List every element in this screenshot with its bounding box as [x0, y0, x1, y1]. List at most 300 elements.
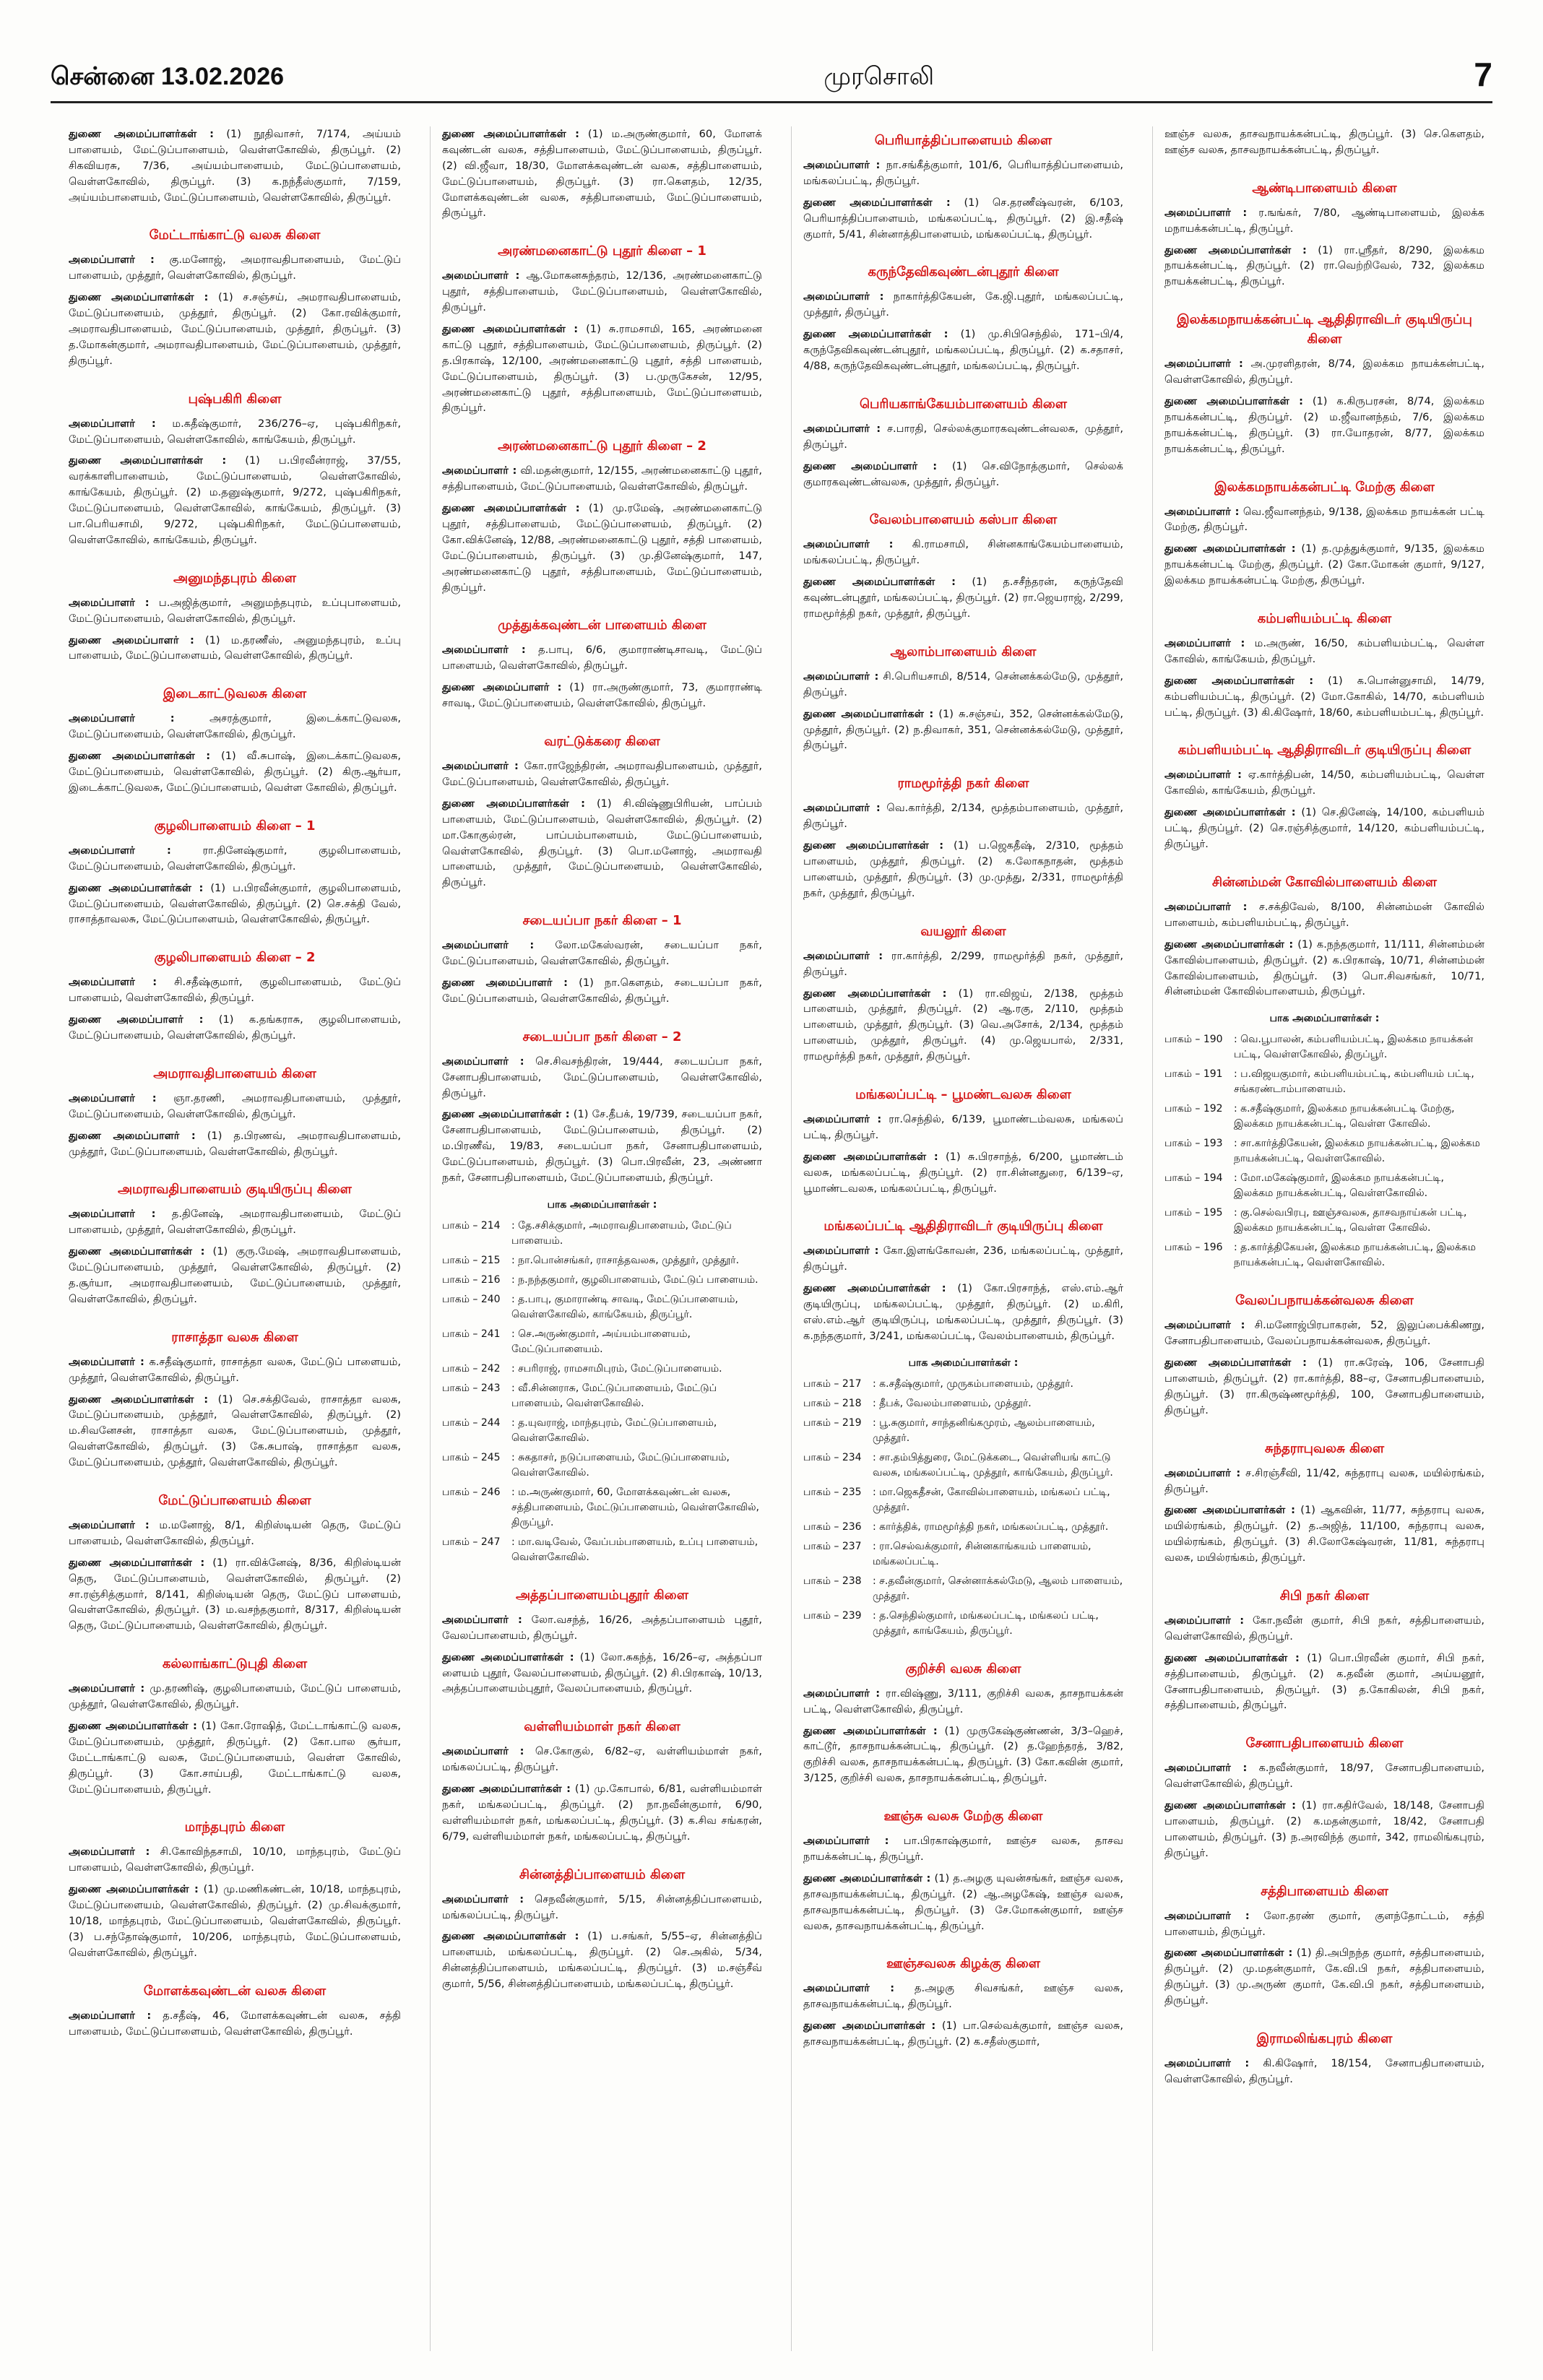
member-details: (1) ப.ஜெகதீஷ், 2/310, மூத்தம் பாளையம், முத்தூர், திருப்பூர். (2) க.லோகநாதன், மூத்தம் பாளையம், முத்தூர், திருப்பூர். (3) மு.முத்து, 2/331, ராமமூர்த்தி நகர், முத்தூர், திருப்பூர். — [803, 839, 1123, 899]
member-details: (1) லோ.சுகந்த், 16/26–ஏ, அத்தப்பா ளையம் புதூர், வேலப்பாளையம், திருப்பூர். (2) சி.பிரகாஷ், 10/13, அத்தப்பாளையம்புதூர், வேலப்பாளையம், திருப்பூர். — [442, 1650, 762, 1695]
booth-row — [1164, 1032, 1484, 1063]
member-entry — [1164, 1760, 1484, 1792]
member-entry — [1164, 504, 1484, 536]
branch-heading: அனுமந்தபுரம் கிளை — [173, 570, 297, 586]
booth-number: பாகம் – 190 — [1164, 1034, 1223, 1046]
member-details: கோ.நவீன் குமார், சிபி நகர், சத்திபாளையம், வெள்ளகோவில், திருப்பூர். — [1164, 1614, 1484, 1643]
member-entry — [1164, 205, 1484, 237]
booth-row — [803, 1539, 1123, 1570]
member-details: (1) மு.ரமேஷ், அரண்மனைகாட்டு புதூர், சத்திபாளையம், மேட்டுப்பாளையம், திருப்பூர். (2) கோ.விக்னேஷ், 12/88, அரண்மனைகாட்டு புதூர், சத்தி பாளையம், மேட்டுப்பாளையம், திருப்பூர். (3) மு.தினேஷ்குமார், 147, அரண்மனைகாட்டு புதூர், சத்திபாளையம், மேட்டுப்பாளையம், திருப்பூர். — [442, 502, 762, 594]
member-role: துணை அமைப்பாளர்கள் : — [69, 1556, 205, 1569]
member-role: துணை அமைப்பாளர்கள் : — [442, 1783, 571, 1796]
branch-heading: குறிச்சி வலசு கிளை — [905, 1661, 1021, 1676]
booth-details: : க.சதீஷ்குமார், இலக்கம நாயக்கன்பட்டி மேற்கு, இலக்கம நாயக்கன்பட்டி, வெள்ள கோவில். — [1234, 1103, 1455, 1130]
member-entry — [803, 1981, 1123, 2012]
column-2 — [430, 126, 762, 2351]
member-role: அமைப்பாளர் : — [1164, 2057, 1250, 2069]
booth-number: பாகம் – 241 — [442, 1328, 501, 1340]
booth-details: : ப.விஜயகுமார், கம்பளியம்பட்டி, கம்பளியம் பட்டி, சங்கரண்டாம்பாளையம். — [1234, 1068, 1474, 1096]
member-entry — [1164, 673, 1484, 721]
member-details: (1) முருகேஷ்குண்ணன், 3/3–ஹெச், காட்டூர், தாசநாயக்கன்பட்டி, திருப்பூர். (2) த.ஹேந்தரத், 3/82, குறிச்சி வலசு, தாசநாயக்கன்பட்டி, திருப்பூர். (3) கோ.கவின் குமார், 3/125, குறிச்சி வலசு, தாசநாயக்கன்பட்டி, திருப்பூர். — [803, 1724, 1123, 1785]
member-details: ம.கதீஷ்குமார், 236/276–ஏ, புஷ்பகிரிநகர், மேட்டுப்பாளையம், வெள்ளகோவில், காங்கேயம், திருப்பூர். — [69, 417, 401, 446]
member-role: அமைப்பாளர் : — [1164, 900, 1248, 913]
member-entry — [442, 796, 762, 891]
member-entry — [1164, 767, 1484, 799]
booth-row — [1164, 1171, 1484, 1201]
branch-heading: அமராவதிபாளையம் குடியிருப்பு கிளை — [118, 1182, 352, 1198]
member-role: அமைப்பாளர் : — [1164, 1466, 1241, 1479]
member-entry — [1164, 1945, 1484, 2009]
booth-number: பாகம் – 191 — [1164, 1068, 1223, 1081]
member-role: துணை அமைப்பாளர் : — [69, 633, 194, 646]
branch-heading: ஆலாம்பாளையம் கிளை — [890, 644, 1037, 659]
member-role: அமைப்பாளர் : — [69, 2009, 152, 2022]
booth-details: : சா.கார்த்திகேயன், இலக்கம நாயக்கன்பட்டி, இலக்கம நாயக்கன்பட்டி, வெள்ளகோவில். — [1234, 1138, 1480, 1165]
member-details: ரா.தினேஷ்குமார், குழலிபாளையம், மேட்டுப்பாளையம், வெள்ளகோவில், திருப்பூர். — [69, 844, 401, 873]
member-entry — [442, 642, 762, 674]
booth-number: பாகம் – 237 — [803, 1540, 862, 1552]
member-role: துணை அமைப்பாளர்கள் : — [1164, 938, 1294, 951]
booth-number: பாகம் – 214 — [442, 1219, 501, 1232]
member-entry — [803, 1686, 1123, 1718]
member-entry — [1164, 126, 1484, 158]
booth-row — [442, 1327, 762, 1357]
member-entry — [442, 1054, 762, 1102]
member-details: (1) தி.அபிநந்த குமார், சத்திபாளையம், திருப்பூர். (2) மு.மதன்குமார், கே.வி.பி நகர், சத்திபாளையம், திருப்பூர். (3) மு.அருண் குமார், கே.வி.பி நகர், சத்திபாளையம், திருப்பூர். — [1164, 1947, 1484, 2007]
member-role: துணை அமைப்பாளர் : — [69, 1013, 204, 1026]
member-details: (1) ஆகவின், 11/77, சுந்தராபு வலசு, மயில்ரங்கம், திருப்பூர். (2) த.அஜித், 11/100, சுந்தராபு வலசு, மயில்ரங்கம், திருப்பூர். (3) சி.லோகேஷ்வரன், 11/81, சுந்தராபு வலசு, மயில்ரங்கம், திருப்பூர். — [1164, 1504, 1484, 1565]
booth-number: பாகம் – 196 — [1164, 1242, 1223, 1254]
booth-number: பாகம் – 247 — [442, 1536, 501, 1548]
booth-row — [1164, 1102, 1484, 1132]
booth-details: : சபரிராஜ், ராமசாமிபுரம், மேட்டுப்பாளையம். — [511, 1362, 722, 1375]
member-details: (1) த.சசீந்தரன், கருந்தேவி கவுண்டன்புதூர், மங்கலப்பட்டி, திருப்பூர். (2) ரா.ஜெயராஜ், 2/299, ராமமூர்த்தி நகர், முத்தூர், திருப்பூர். — [803, 576, 1123, 620]
booth-number: பாகம் – 243 — [442, 1382, 501, 1394]
member-details: நாகார்த்திகேயன், கே.ஜி.புதூர், மங்கலப்பட்டி, முத்தூர், திருப்பூர். — [803, 290, 1123, 319]
branch-heading: வேலப்பநாயக்கன்வலசு கிளை — [1235, 1293, 1414, 1309]
booth-details: : கு.செல்வபிரபு, ஊஞ்சவலசு, தாசவநாய்கன் பட்டி, இலக்கம நாயக்கன்பட்டி, வெள்ள கோவில். — [1234, 1207, 1467, 1234]
member-details: (1) வீ.சுபாஷ், இடைக்காட்டுவலசு, மேட்டுப்பாளையம், வெள்ளகோவில், திருப்பூர். (2) கிரு.ஆர்யா, இடைக்காட்டுவலசு, மேட்டுப்பாளையம், வெள்ள கோவில், திருப்பூர். — [69, 750, 401, 794]
booth-details: : வீ.சின்னராசு, மேட்டுப்பாளையம், மேட்டுப் பாளையம், வெள்ளகோவில். — [511, 1382, 717, 1409]
member-details: த.பாபு, 6/6, குமாராண்டிசாவடி, மேட்டுப் பாளையம், வெள்ளகோவில், திருப்பூர். — [442, 644, 762, 672]
booth-details: : ந.நந்தகுமார், குழலிபாளையம், மேட்டுப் பாளையம். — [511, 1273, 758, 1286]
member-entry — [803, 537, 1123, 568]
member-details: (1) பொ.பிரவீன் குமார், சிபி நகர், சத்திபாளையம், திருப்பூர். (2) க.தவீன் குமார், அய்யனூர், சேனாபதிபாளையம், திருப்பூர். (3) த.கோகிலன், சிபி நகர், சத்திபாளையம், திருப்பூர். — [1164, 1651, 1484, 1712]
booth-details: : மோ.மகேஷ்குமார், இலக்கம நாயக்கன்பட்டி, இலக்கம நாயக்கன்பட்டி, வெள்ளகோவில். — [1234, 1172, 1444, 1200]
member-role: அமைப்பாளர் : — [803, 670, 879, 683]
member-role: அமைப்பாளர் : — [803, 538, 894, 551]
member-entry — [69, 1718, 401, 1797]
booth-details: : மா.ஜெகதீசன், கோவில்பாளையம், மங்கலப் பட்டி, முத்தூர். — [873, 1486, 1110, 1513]
branch-heading: கருந்தேவிகவுண்டன்புதூர் கிளை — [868, 264, 1059, 280]
member-entry — [69, 252, 401, 284]
booth-row — [803, 1450, 1123, 1481]
member-role: அமைப்பாளர் : — [442, 1055, 524, 1068]
member-details: ச.சிரஞ்சீவி, 11/42, சுந்தராபு வலசு, மயில்ரங்கம், திருப்பூர். — [1164, 1466, 1484, 1495]
booth-details: : நா.பொன்சங்கர், ராசாத்தவலசு, முத்தூர், முத்தூர். — [511, 1254, 740, 1266]
member-entry — [69, 1354, 401, 1386]
member-entry — [69, 1012, 401, 1044]
member-role: துணை அமைப்பாளர்கள் : — [442, 502, 580, 515]
member-role: அமைப்பாளர் : — [1164, 637, 1245, 650]
member-entry — [1164, 394, 1484, 457]
member-role: அமைப்பாளர் : — [69, 596, 150, 609]
booth-number: பாகம் – 244 — [442, 1416, 501, 1429]
member-entry — [1164, 1466, 1484, 1497]
member-entry — [803, 421, 1123, 453]
booth-number: பாகம் – 245 — [442, 1451, 501, 1463]
branch-heading: சடையப்பா நகர் கிளை – 1 — [522, 913, 682, 929]
member-entry — [1164, 356, 1484, 388]
member-role: அமைப்பாளர் : — [69, 1355, 144, 1368]
member-details: ப.அஜித்குமார், அனுமந்தபுரம், உப்புபாளையம், மேட்டுப்பாளையம், வெள்ளகோவில், திருப்பூர். — [69, 596, 401, 625]
member-details: த.அழகு சிவசங்கர், ஊஞ்ச வலசு, தாசவநாயக்கன்பட்டி, திருப்பூர். — [803, 1982, 1123, 2011]
member-role: துணை அமைப்பாளர்கள் : — [1164, 395, 1303, 408]
member-role: அமைப்பாளர் : — [803, 1982, 895, 1995]
member-role: துணை அமைப்பாளர்கள் : — [803, 1150, 938, 1163]
member-role: துணை அமைப்பாளர்கள் : — [69, 1393, 209, 1406]
member-entry — [69, 2008, 401, 2040]
member-role: அமைப்பாளர் : — [803, 1835, 889, 1848]
member-details: அ.முரளிதரன், 8/74, இலக்கம நாயக்கன்பட்டி, வெள்ளகோவில், திருப்பூர். — [1164, 358, 1484, 386]
member-details: ம.மனோஜ், 8/1, கிறிஸ்டியன் தெரு, மேட்டுப் பாளையம், வெள்ளகோவில், திருப்பூர். — [69, 1518, 401, 1547]
branch-heading: இராமலிங்கபுரம் கிளை — [1256, 2031, 1393, 2046]
branch-heading: பெரியாத்திப்பாளையம் கிளை — [874, 133, 1053, 148]
booth-details: : ம.அருண்குமார், 60, மோளக்கவுண்டன் வலசு, சத்திபாளையம், மேட்டுப்பாளையம், வெள்ளகோவில், திருப்பூர். — [511, 1486, 759, 1528]
member-entry — [1164, 1908, 1484, 1940]
member-details: வெ.கார்த்தி, 2/134, மூத்தம்பாளையம், முத்தூர், திருப்பூர். — [803, 802, 1123, 831]
member-entry — [69, 453, 401, 548]
booth-details: : த.யுவராஜ், மாந்தபுரம், மேட்டுப்பாளையம், வெள்ளகோவில். — [511, 1416, 717, 1444]
branch-heading: ஊஞ்சு வலசு மேற்கு கிளை — [883, 1809, 1043, 1825]
booth-details: : ரா.செல்வக்குமார், சின்னகாங்கயம் பாளையம், மங்கலப்பட்டி. — [873, 1540, 1092, 1567]
branch-heading: ராசாத்தா வலசு கிளை — [171, 1329, 298, 1345]
member-entry — [69, 711, 401, 743]
member-entry — [1164, 541, 1484, 589]
booth-details: : த.கார்த்திகேயன், இலக்கம நாயக்கன்பட்டி, இலக்கம நாயக்கன்பட்டி, வெள்ளகோவில். — [1234, 1242, 1476, 1269]
branch-heading: அரண்மனைகாட்டு புதூர் கிளை – 2 — [498, 438, 706, 454]
member-entry — [442, 463, 762, 495]
booth-number: பாகம் – 194 — [1164, 1172, 1223, 1185]
member-details: (1) சு.சஞ்சய், 352, சென்னக்கல்மேடு, முத்தூர், திருப்பூர். (2) ந.திவாகர், 351, சென்னக்கல்மேடு, முத்தூர், திருப்பூர். — [803, 707, 1123, 752]
member-entry — [69, 974, 401, 1006]
member-role: துணை அமைப்பாளர்கள் : — [803, 1724, 938, 1737]
booth-row — [442, 1219, 762, 1249]
member-details: (1) க.கிருபரசன், 8/74, இலக்கம நாயக்கன்பட்டி, திருப்பூர். (2) ம.ஜீவானந்தம், 7/6, இலக்கம நாயக்கன்பட்டி, திருப்பூர். (3) ரா.யோதரன், 8/77, இலக்கம நாயக்கன்பட்டி, திருப்பூர். — [1164, 395, 1484, 455]
branch-heading: மேட்டாங்காட்டு வலசு கிளை — [149, 228, 321, 243]
branch-heading: மாந்தபுரம் கிளை — [184, 1819, 285, 1835]
branch-heading: கல்லாங்காட்டுபுதி கிளை — [162, 1656, 308, 1672]
member-role: துணை அமைப்பாளர்கள் : — [1164, 1651, 1300, 1664]
booth-row — [442, 1381, 762, 1411]
member-role: அமைப்பாளர் : — [1164, 1319, 1245, 1332]
member-entry — [1164, 805, 1484, 852]
member-entry — [69, 880, 401, 928]
member-details: ச.பாரதி, செல்லக்குமாரகவுண்டன்வலசு, முத்தூர், திருப்பூர். — [803, 422, 1123, 451]
member-role: துணை அமைப்பாளர்கள் : — [803, 839, 944, 852]
member-role: அமைப்பாளர் : — [442, 464, 517, 477]
member-details: த.சதீஷ், 46, மோளக்கவுண்டன் வலசு, சத்தி பாளையம், மேட்டுப்பாளையம், வெள்ளகோவில், திருப்பூர். — [69, 2009, 401, 2038]
booth-number: பாகம் – 215 — [442, 1254, 501, 1266]
member-details: வி.மதன்குமார், 12/155, அரண்மனைகாட்டு புதூர், சத்திபாளையம், மேட்டுப்பாளையம், வெள்ளகோவில், திருப்பூர். — [442, 464, 762, 493]
column-4 — [1152, 126, 1484, 2351]
member-role: அமைப்பாளர் : — [803, 290, 884, 303]
branch-heading: வேலம்பாளையம் கஸ்பா கிளை — [869, 512, 1058, 528]
member-role: துணை அமைப்பாளர்கள் : — [69, 128, 214, 140]
member-entry — [1164, 1798, 1484, 1861]
issue-date: சென்னை 13.02.2026 — [51, 63, 285, 90]
member-entry — [442, 1744, 762, 1775]
member-details: நா.சங்கீத்குமார், 101/6, பெரியாத்திப்பாளையம், மங்கலப்பட்டி, திருப்பூர். — [803, 159, 1123, 187]
branch-heading: சிபி நகர் கிளை — [1279, 1588, 1370, 1604]
member-role: துணை அமைப்பாளர்கள் : — [69, 291, 209, 304]
member-entry — [69, 416, 401, 448]
booth-details: : கார்த்திக், ராமமூர்த்தி நகர், மங்கலப்பட்டி, முத்தூர். — [873, 1520, 1109, 1533]
member-role: அமைப்பாளர் : — [803, 159, 881, 171]
member-entry — [803, 326, 1123, 374]
branch-heading: கம்பளியம்பட்டி ஆதிதிராவிடர் குடியிருப்பு கிளை — [1177, 743, 1471, 758]
branch-heading: அரண்மனைகாட்டு புதூர் கிளை – 1 — [498, 243, 706, 259]
member-entry — [442, 758, 762, 790]
member-entry — [803, 800, 1123, 832]
member-details: (1) க.தங்கராசு, குழலிபாளையம், மேட்டுப்பாளையம், வெள்ளகோவில், திருப்பூர். — [69, 1013, 401, 1042]
member-role: துணை அமைப்பாளர்கள் : — [803, 196, 951, 209]
branch-heading: சேனாபதிபாளையம் கிளை — [1245, 1736, 1404, 1752]
member-details: லோ.வசந்த், 16/26, அத்தப்பாளையம் புதூர், வேலப்பாளையம், திருப்பூர். — [442, 1613, 762, 1642]
member-details: பா.பிரகாஷ்குமார், ஊஞ்ச வலசு, தாசவ நாயக்கன்பட்டி, திருப்பூர். — [803, 1835, 1123, 1863]
member-role: அமைப்பாளர் : — [1164, 1614, 1245, 1627]
member-details: (1) கோ.பிரசாந்த், எஸ்.எம்.ஆர் குடியிருப்பு, மங்கலப்பட்டி, முத்தூர், திருப்பூர். (2) ம.கிரி, எஸ்.எம்.ஆர் குடியிருப்பு, மங்கலப்பட்டி, முத்தூர், திருப்பூர். (3) க.நந்தகுமார், 3/241, மங்கலப்பட்டி, வேலம்பாளையம், திருப்பூர். — [803, 1282, 1123, 1342]
member-role: துணை அமைப்பாளர்கள் : — [1164, 1504, 1295, 1517]
member-details: (1) செ.சக்திவேல், ராசாத்தா வலசு, மேட்டுப்பாளையம், முத்தூர், வெள்ளகோவில், திருப்பூர். (2) ம.சிவனேசன், ராசாத்தா வலசு, மேட்டுப்பாளையம், முத்தூர், வெள்ளகோவில், திருப்பூர். (3) கே.சுபாஷ், ராசாத்தா வலசு, மேட்டுப்பாளையம், முத்தூர், வெள்ளகோவில், திருப்பூர். — [69, 1393, 401, 1469]
member-role: அமைப்பாளர் : — [803, 802, 881, 815]
member-details: (1) சி.விஷ்ணுபிரியன், பாப்பம் பாளையம், மேட்டுப்பாளையம், வெள்ளகோவில், திருப்பூர். (2) மா.கோகுல்ரன், பாப்பம்பாளையம், மேட்டுப்பாளையம், வெள்ளகோவில், திருப்பூர். (3) பொ.மனோஜ், அமராவதி பாளையம், முத்தூர், மேட்டுப்பாளையம், வெள்ளகோவில், திருப்பூர். — [442, 797, 762, 889]
member-entry — [442, 501, 762, 595]
member-role: அமைப்பாளர் : — [442, 1745, 524, 1758]
masthead — [51, 51, 1492, 94]
booth-number: பாகம் – 239 — [803, 1609, 862, 1622]
member-role: அமைப்பாளர் : — [442, 939, 535, 952]
branch-heading: அத்தப்பாளையம்புதூர் கிளை — [516, 1587, 688, 1603]
newspaper-title: முரசொலி — [824, 62, 935, 91]
member-role: துணை அமைப்பாளர்கள் : — [69, 881, 204, 894]
booth-row — [442, 1253, 762, 1268]
member-entry — [1164, 937, 1484, 1000]
booth-details: : க.சதீஷ்குமார், முருகம்பாளையம், முத்தூர். — [873, 1377, 1073, 1390]
member-details: ர.ஙங்கர், 7/80, ஆண்டிபாளையம், இலக்க மநாயக்கன்பட்டி, திருப்பூர். — [1164, 206, 1484, 235]
member-details: (1) குரு.மேஷ், அமராவதிபாளையம், மேட்டுப்பாளையம், முத்தூர், வெள்ளகோவில், திருப்பூர். (2) த.சூர்யா, அமராவதிபாளையம், மேட்டுப்பாளையம், முத்தூர், வெள்ளகோவில், திருப்பூர். — [69, 1245, 401, 1305]
member-entry — [442, 321, 762, 416]
member-details: லோ.தரண் குமார், குளந்தோட்டம், சத்தி பாளையம், திருப்பூர். — [1164, 1909, 1484, 1938]
member-details: அசரத்குமார், இடைக்காட்டுவலசு, மேட்டுப்பாளையம், வெள்ளகோவில், திருப்பூர். — [69, 712, 401, 741]
member-entry — [803, 838, 1123, 901]
member-role: துணை அமைப்பாளர்கள் : — [803, 987, 947, 1000]
member-entry — [442, 268, 762, 316]
branch-heading: வயலூர் கிளை — [920, 923, 1006, 939]
booth-number: பாகம் – 240 — [442, 1293, 501, 1305]
member-entry — [803, 1723, 1123, 1787]
member-details: சி.மனோஜ்பிரபாகரன், 52, இலுப்பைக்கிணறு, சேனாபதிபாளையம், வேலப்பநாயக்கன்வலசு, திருப்பூர். — [1164, 1319, 1484, 1348]
booth-row — [803, 1485, 1123, 1515]
booth-list-title: பாக அமைப்பாளர்கள் : — [547, 1198, 657, 1211]
booth-row — [442, 1292, 762, 1323]
member-entry — [442, 680, 762, 711]
booth-details: : த.பாபு, குமாராண்டி சாவடி, மேட்டுப்பாளையம், வெள்ளகோவில், காங்கேயம், திருப்பூர். — [511, 1293, 738, 1320]
booth-details: : த.செந்தில்குமார், மங்கலப்பட்டி, மங்கலப் பட்டி, முத்தூர், காங்கேயம், திருப்பூர். — [873, 1609, 1099, 1637]
member-details: ரா.செந்தில், 6/139, பூமாண்டம்வலசு, மங்கலப் பட்டி, திருப்பூர். — [803, 1112, 1123, 1141]
member-details: ஞா.தரணி, அமராவதிபாளையம், முத்தூர், மேட்டுப்பாளையம், வெள்ளகோவில், திருப்பூர். — [69, 1091, 401, 1120]
member-role: துணை அமைப்பாளர்கள் : — [1164, 1947, 1293, 1960]
member-role: துணை அமைப்பாளர்கள் : — [803, 328, 948, 341]
member-entry — [1164, 1502, 1484, 1566]
member-role: அமைப்பாளர் : — [69, 844, 171, 857]
booth-row — [803, 1520, 1123, 1535]
member-role: துணை அமைப்பாளர்கள் : — [442, 1930, 579, 1943]
member-entry — [442, 975, 762, 1007]
member-role: அமைப்பாளர் : — [442, 760, 519, 773]
member-role: அமைப்பாளர் : — [1164, 1909, 1250, 1922]
member-details: செ.சிவசந்திரன், 19/444, சடையப்பா நகர், சேனாபதிபாளையம், மேட்டுப்பாளையம், வெள்ளகோவில், திருப்பூர். — [442, 1055, 762, 1099]
booth-details: : செ.அருண்குமார், அய்யம்பாளையம், மேட்டுப்பாளையம். — [511, 1328, 691, 1355]
member-details: ஊஞ்ச வலசு, தாசவநாயக்கன்பட்டி, திருப்பூர். (3) செ.கௌதம், ஊஞ்ச வலசு, தாசவநாயக்கன்பட்டி, திருப்பூர். — [1164, 128, 1484, 156]
branch-heading: இலக்கமநாயக்கன்பட்டி ஆதிதிராவிடர் குடியிருப்பு கிளை — [1177, 312, 1472, 347]
member-entry — [442, 126, 762, 221]
member-role: அமைப்பாளர் : — [442, 644, 526, 657]
member-entry — [69, 633, 401, 665]
booth-row — [1164, 1240, 1484, 1271]
branch-heading: குழலிபாளையம் கிளை – 1 — [154, 818, 316, 834]
member-entry — [69, 748, 401, 796]
member-entry — [803, 948, 1123, 980]
booth-details: : வெ.பூபாலன், கம்பளியம்பட்டி, இலக்கம நாயக்கன் பட்டி, வெள்ளகோவில், திருப்பூர். — [1234, 1034, 1474, 1061]
member-role: துணை அமைப்பாளர் : — [69, 1129, 196, 1142]
member-entry — [442, 1650, 762, 1697]
booth-details: : சுகதாசர், நடுப்பாளையம், மேட்டுப்பாளையம், வெள்ளகோவில். — [511, 1451, 730, 1479]
member-details: (1) மு.கோபால், 6/81, வள்ளியம்மாள் நகர், மங்கலப்பட்டி, திருப்பூர். (2) நா.நவீன்குமார், 6/90, வள்ளியம்மாள் நகர், மங்கலப்பட்டி, திருப்பூர். (3) க.சிவ சங்கரன், 6/79, வள்ளியம்மாள் நகர், மங்கலப்பட்டி, திருப்பூர். — [442, 1783, 762, 1843]
member-role: துணை அமைப்பாளர்கள் : — [1164, 1799, 1296, 1812]
member-role: துணை அமைப்பாளர்கள் : — [442, 1108, 570, 1121]
branch-heading: புஷ்பகிரி கிளை — [188, 391, 282, 407]
member-entry — [1164, 636, 1484, 667]
member-details: செ.கோகுல், 6/82–ஏ, வள்ளியம்மாள் நகர், மங்கலப்பட்டி, திருப்பூர். — [442, 1745, 762, 1774]
member-details: (1) கோ.ரோஷித், மேட்டாங்காட்டு வலசு, மேட்டுப்பாளையம், முத்தூர், திருப்பூர். (2) கோ.பால சூர்யா, மேட்டாங்காட்டு வலசு, மேட்டுப்பாளையம், வெள்ள கோவில், திருப்பூர். (3) கோ.சாய்பதி, மேட்டாங்காட்டு வலசு, மேட்டுப்பாளையம், திருப்பூர். — [69, 1720, 401, 1796]
member-role: துணை அமைப்பாளர் : — [442, 681, 562, 694]
booth-row — [803, 1416, 1123, 1446]
member-role: அமைப்பாளர் : — [1164, 358, 1243, 371]
booth-number: பாகம் – 236 — [803, 1520, 862, 1533]
member-details: கோ.ராஜேந்திரன், அமராவதிபாளையம், முத்தூர், மேட்டுப்பாளையம், வெள்ளகோவில், திருப்பூர். — [442, 760, 762, 788]
booth-row — [442, 1450, 762, 1481]
member-role: துணை அமைப்பாளர்கள் : — [442, 323, 579, 336]
booth-number: பாகம் – 216 — [442, 1273, 501, 1286]
member-details: கு.மனோஜ், அமராவதிபாளையம், மேட்டுப் பாளையம், முத்தூர், வெள்ளகோவில், திருப்பூர். — [69, 254, 401, 282]
member-details: சி.கோவிந்தசாமி, 10/10, மாந்தபுரம், மேட்டுப் பாளையம், வெள்ளகோவில், திருப்பூர். — [69, 1845, 401, 1874]
branch-heading: மேட்டுப்பாளையம் கிளை — [158, 1492, 311, 1508]
booth-number: பாகம் – 217 — [803, 1377, 862, 1390]
member-role: அமைப்பாளர் : — [69, 712, 175, 725]
member-details: (1) ப.பிரவீன்குமார், குழலிபாளையம், மேட்டுப்பாளையம், வெள்ளகோவில், திருப்பூர். (2) செ.சக்தி வேல், ராசாத்தாவலசு, மேட்டுப்பாளையம், வெள்ளகோவில், திருப்பூர். — [69, 881, 401, 926]
booth-row — [1164, 1206, 1484, 1236]
member-details: லோ.மகேஸ்வரன், சடையப்பா நகர், மேட்டுப்பாளையம், வெள்ளகோவில், திருப்பூர். — [442, 939, 762, 968]
member-details: (1) செ.விநோத்குமார், செல்லக் குமாரகவுண்டன்வலசு, முத்தூர், திருப்பூர். — [803, 459, 1123, 488]
branch-heading: மோளக்கவுண்டன் வலசு கிளை — [143, 1983, 327, 1999]
member-details: (1) ரா.கதிர்வேல், 18/148, சேனாபதி பாளையம், திருப்பூர். (2) க.மதன்குமார், 18/42, சேனாபதி பாளையம், திருப்பூர். (3) ந.அரவிந்த் குமார், 342, ராமலிங்கபுரம், திருப்பூர். — [1164, 1799, 1484, 1859]
member-details: (1) மு.சிபிசெந்தில், 171–பி/4, கருந்தேவிகவுண்டன்புதூர், மங்கலப்பட்டி, திருப்பூர். (2) க.சதாசர், 4/88, கருந்தேவிகவுண்டன்புதூர், மங்கலப்பட்டி, திருப்பூர். — [803, 328, 1123, 373]
member-entry — [1164, 243, 1484, 290]
member-role: அமைப்பாளர் : — [442, 269, 520, 282]
member-role: துணை அமைப்பாளர் : — [803, 459, 938, 472]
booth-number: பாகம் – 193 — [1164, 1138, 1223, 1150]
booth-details: : சா.தம்பித்துரை, மேட்டுக்கடை, வெள்ளியங் காட்டு வலசு, மங்கலப்பட்டி, முத்தூர், காங்கேயம், திருப்பூர். — [873, 1451, 1113, 1479]
branch-heading: இலக்கமநாயக்கன்பட்டி மேற்கு கிளை — [1214, 479, 1435, 495]
member-details: ரா.விஷ்ணு, 3/111, குறிச்சி வலசு, தாசநாயக்கன் பட்டி, வெள்ளகோவில், திருப்பூர். — [803, 1687, 1123, 1715]
member-entry — [1164, 1613, 1484, 1645]
member-entry — [69, 843, 401, 875]
masthead-rule — [51, 101, 1492, 103]
member-entry — [69, 1555, 401, 1634]
branch-heading: வள்ளியம்மாள் நகர் கிளை — [524, 1719, 680, 1735]
member-entry — [1164, 899, 1484, 931]
member-details: (1) க.நந்தகுமார், 11/111, சின்னம்மன் கோவில்பாளையம், திருப்பூர். (2) க.பிரகாஷ், 10/71, சின்னம்மன் கோவில்பாளையம், திருப்பூர். (3) பொ.சிவசங்கர், 10/71, சின்னம்மன் கோவில்பாளையம், திருப்பூர். — [1164, 938, 1484, 998]
member-role: அமைப்பாளர் : — [69, 1845, 150, 1858]
member-details: (1) சே.தீபக், 19/739, சடையப்பா நகர், சேனாபதிபாளையம், மேட்டுப்பாளையம், திருப்பூர். (2) ம.பிரணீவ், 19/83, சடையப்பா நகர், சேனாபதிபாளையம், மேட்டுப்பாளையம், திருப்பூர். (3) பொ.பிரவீன், 23, அண்ணா நகர், சேனாபதிபாளையம், மேட்டுப்பாளையம், திருப்பூர். — [442, 1108, 762, 1184]
member-role: துணை அமைப்பாளர்கள் : — [1164, 243, 1307, 256]
member-entry — [442, 938, 762, 969]
member-entry — [803, 574, 1123, 622]
branch-heading: கம்பளியம்பட்டி கிளை — [1257, 611, 1392, 627]
member-role: துணை அமைப்பாளர்கள் : — [442, 797, 586, 810]
member-details: ஆ.மோகனசுந்தரம், 12/136, அரண்மனைகாட்டு புதூர், சத்திபாளையம், மேட்டுப்பாளையம், வெள்ளகோவில், திருப்பூர். — [442, 269, 762, 314]
member-role: துணை அமைப்பாளர்கள் : — [803, 2020, 936, 2033]
booth-number: பாகம் – 195 — [1164, 1207, 1223, 1219]
booth-number: பாகம் – 238 — [803, 1575, 862, 1587]
booth-details: : தீபக், வேலம்பாளையம், முத்தூர். — [873, 1397, 1032, 1409]
booth-row — [442, 1362, 762, 1377]
member-entry — [69, 1128, 401, 1160]
member-details: (1) ரா.ஸ்ரீதர், 8/290, இலக்கம நாயக்கன்பட்டி, திருப்பூர். (2) ரா.வெற்றிவேல், 732, இலக்கம நாயக்கன்பட்டி, திருப்பூர். — [1164, 243, 1484, 288]
booth-number: பாகம் – 192 — [1164, 1103, 1223, 1115]
member-details: (1) ரா.விக்னேஷ், 8/36, கிறிஸ்டியன் தெரு, மேட்டுப்பாளையம், வெள்ளகோவில், திருப்பூர். (2) சா.ரஞ்சித்குமார், 8/141, கிறிஸ்டியன் தெரு, மேட்டுப் பாளையம், வெள்ளகோவில், திருப்பூர். (3) ம.வசந்தகுமார், 8/317, கிறிஸ்டியன் தெரு, மேட்டுப்பாளையம், வெள்ளகோவில், திருப்பூர். — [69, 1556, 401, 1632]
member-role: துணை அமைப்பாளர் : — [442, 976, 568, 989]
member-entry — [803, 706, 1123, 754]
member-details: க.சதீஷ்குமார், ராசாத்தா வலசு, மேட்டுப் பாளையம், முத்தூர், வெள்ளகோவில், திருப்பூர். — [69, 1355, 401, 1384]
branch-heading: ஆண்டிபாளையம் கிளை — [1252, 180, 1397, 196]
member-role: துணை அமைப்பாளர்கள் : — [442, 128, 579, 140]
booth-details: : மா.வடிவேல், வேப்பம்பாளையம், உப்பு பாளையம், வெள்ளகோவில். — [511, 1536, 758, 1563]
booth-details: : தே.சசிக்குமார், அமராவதிபாளையம், மேட்டுப் பாளையம். — [511, 1219, 732, 1247]
member-details: (1) ப.பிரவீன்ராஜ், 37/55, வரக்காளிபாளையம், மேட்டுப்பாளையம், வெள்ளகோவில், காங்கேயம், திருப்பூர். (2) ம.தனுஷ்குமார், 9/272, புஷ்பகிரிநகர், மேட்டுப்பாளையம், வெள்ளகோவில், காங்கேயம், திருப்பூர். (3) பா.பெரியசாமி, 9/272, புஷ்பகிரிநகர், மேட்டுப்பாளையம், வெள்ளகோவில், காங்கேயம், திருப்பூர். — [69, 454, 401, 546]
member-details: ச.சக்திவேல், 8/100, சின்னம்மன் கோவில் பாளையம், கம்பளியம்பட்டி, திருப்பூர். — [1164, 900, 1484, 929]
member-details: (1) ரா.அருண்குமார், 73, குமாராண்டி சாவடி, மேட்டுப்பாளையம், வெள்ளகோவில், திருப்பூர். — [442, 681, 762, 710]
member-role: துணை அமைப்பாளர்கள் : — [803, 1871, 931, 1884]
branch-heading: சின்னம்மன் கோவில்பாளையம் கிளை — [1211, 874, 1438, 890]
member-role: துணை அமைப்பாளர்கள் : — [1164, 674, 1314, 687]
member-role: அமைப்பாளர் : — [1164, 505, 1240, 518]
member-role: துணை அமைப்பாளர்கள் : — [69, 1245, 205, 1258]
member-entry — [442, 1107, 762, 1185]
booth-row — [803, 1574, 1123, 1604]
member-details: (1) ம.தரணீஸ், அனுமந்தபுரம், உப்பு பாளையம், மேட்டுப்பாளையம், வெள்ளகோவில், திருப்பூர். — [69, 633, 401, 662]
member-role: துணை அமைப்பாளர்கள் : — [69, 454, 227, 467]
member-role: துணை அமைப்பாளர்கள் : — [803, 707, 934, 720]
member-role: அமைப்பாளர் : — [442, 1892, 524, 1905]
branch-heading: சத்திபாளையம் கிளை — [1261, 1883, 1388, 1899]
member-entry — [1164, 1355, 1484, 1419]
branch-heading: மங்கலப்பட்டி ஆதிதிராவிடர் குடியிருப்பு கிளை — [824, 1219, 1103, 1234]
booth-row — [442, 1416, 762, 1446]
member-details: (1) ரா.சுரேஷ், 106, சேனாபதி பாளையம், திருப்பூர். (2) ரா.கார்த்தி, 88–ஏ, சேனாபதிபாளையம், திருப்பூர். (3) ரா.கிருஷ்ணமூர்த்தி, 100, சேனாபதிபாளையம், திருப்பூர். — [1164, 1356, 1484, 1416]
member-details: (1) த.பிரணவ், அமராவதிபாளையம், முத்தூர், மேட்டுப்பாளையம், வெள்ளகோவில், திருப்பூர். — [69, 1129, 401, 1158]
